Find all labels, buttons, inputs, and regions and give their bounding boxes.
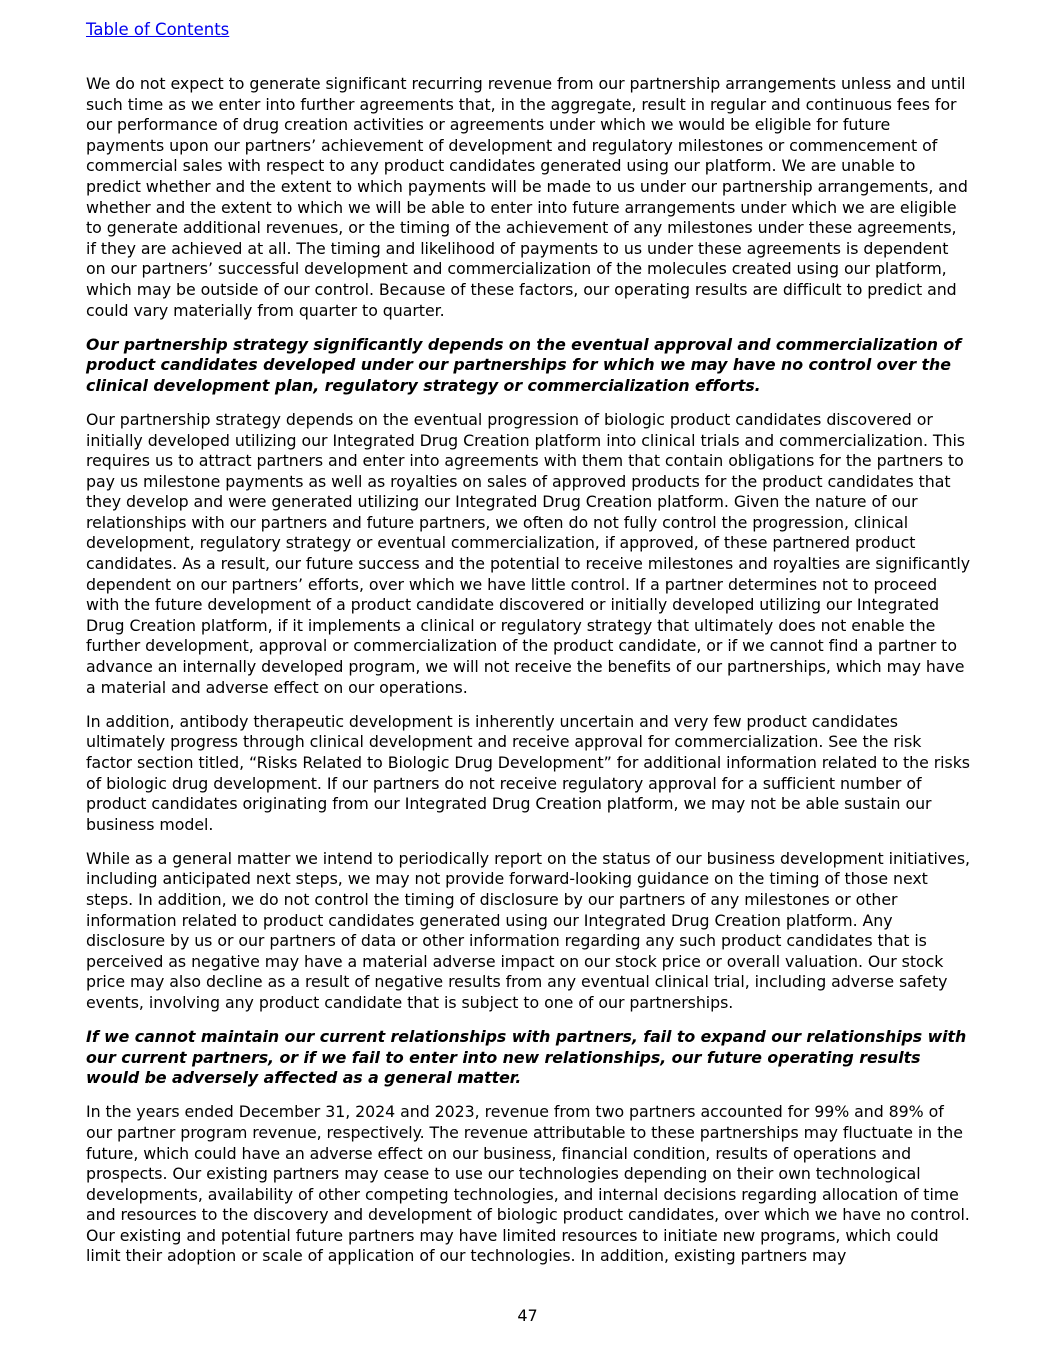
paragraph-disclosure: While as a general matter we intend to periodically report on the status of our business development initiatives, including anticipated next steps, we may not provide forward-looking guidance on the timing of those next steps. In addition, we do not control the timing of disclosure by our partners of any milestones or other information related to product candidates generated using our Integrated Drug Creation platform. Any disclosure by us or our partners of data or other information regarding any such product candidates that is perceived as negative may have a material adverse impact on our stock price or overall valuation. Our stock price may also decline as a result of negative results from any eventual clinical trial, including adverse safety events, involving any product candidate that is subject to one of our partnerships. <box>86 848 970 1012</box>
paragraph-partner-revenue: In the years ended December 31, 2024 and 2023, revenue from two partners accounted for 99% and 89% of our partner program revenue, respectively. The revenue attributable to these partnerships may fluctuate in the future, which could have an adverse effect on our business, financial condition, results of operations and prospects. Our existing partners may cease to use our technologies depending on their own technological developments, availability of other competing technologies, and internal decisions regarding allocation of time and resources to the discovery and development of biologic product candidates, over which we have no control. Our existing and potential future partners may have limited resources to initiate new programs, which could limit their adoption or scale of application of our technologies. In addition, existing partners may <box>86 1102 970 1266</box>
page-number: 47 <box>517 1306 538 1325</box>
risk-heading-partnership-strategy: Our partnership strategy significantly depends on the eventual approval and commercialization of product candidates developed under our partnerships for which we may have no control over the clinical development plan, regulatory strategy or commercialization efforts. <box>86 334 961 395</box>
table-of-contents-link[interactable]: Table of Contents <box>86 20 230 39</box>
paragraph-partnership-strategy: Our partnership strategy depends on the eventual progression of biologic product candidates discovered or initially developed utilizing our Integrated Drug Creation platform into clinical trials and commercialization. This requires us to attract partners and enter into agreements with them that contain obligations for the partners to pay us milestone payments as well as royalties on sales of approved products for the product candidates that they develop and were generated utilizing our Integrated Drug Creation platform. Given the nature of our relationships with our partners and future partners, we often do not fully control the progression, clinical development, regulatory strategy or eventual commercialization, if approved, of these partnered product candidates. As a result, our future success and the potential to receive milestones and royalties are significantly dependent on our partners’ efforts, over which we have little control. If a partner determines not to proceed with the future development of a product candidate discovered or initially developed utilizing our Integrated Drug Creation platform, if it implements a clinical or regulatory strategy that ultimately does not enable the further development, approval or commercialization of the product candidate, or if we cannot find a partner to advance an internally developed program, we will not receive the benefits of our partnerships, which may have a material and adverse effect on our operations. <box>86 409 971 697</box>
risk-heading-partner-relationships: If we cannot maintain our current relationships with partners, fail to expand our relationships with our current partners, or if we fail to enter into new relationships, our future operating results would be adversely affected as a general matter. <box>86 1027 967 1088</box>
paragraph-revenue-expectations: We do not expect to generate significant recurring revenue from our partnership arrangements unless and until such time as we enter into further agreements that, in the aggregate, result in regular and continuous fees for our performance of drug creation activities or agreements under which we would be eligible for future payments upon our partners’ achievement of development and regulatory milestones or commencement of commercial sales with respect to any product candidates generated using our platform. We are unable to predict whether and the extent to which payments will be made to us under our partnership arrangements, and whether and the extent to which we will be able to enter into future arrangements under which we are eligible to generate additional revenues, or the timing of the achievement of any milestones under these agreements, if they are achieved at all. The timing and likelihood of payments to us under these agreements is dependent on our partners’ successful development and commercialization of the molecules created using our platform, which may be outside of our control. Because of these factors, our operating results are difficult to predict and could vary materially from quarter to quarter. <box>86 74 968 320</box>
body-text <box>86 74 971 1281</box>
paragraph-antibody-development: In addition, antibody therapeutic development is inherently uncertain and very few product candidates ultimately progress through clinical development and receive approval for commercialization. See the risk factor section titled, “Risks Related to Biologic Drug Development” for additional information related to the risks of biologic drug development. If our partners do not receive regulatory approval for a sufficient number of product candidates originating from our Integrated Drug Creation platform, we may not be able sustain our business model. <box>86 711 970 834</box>
